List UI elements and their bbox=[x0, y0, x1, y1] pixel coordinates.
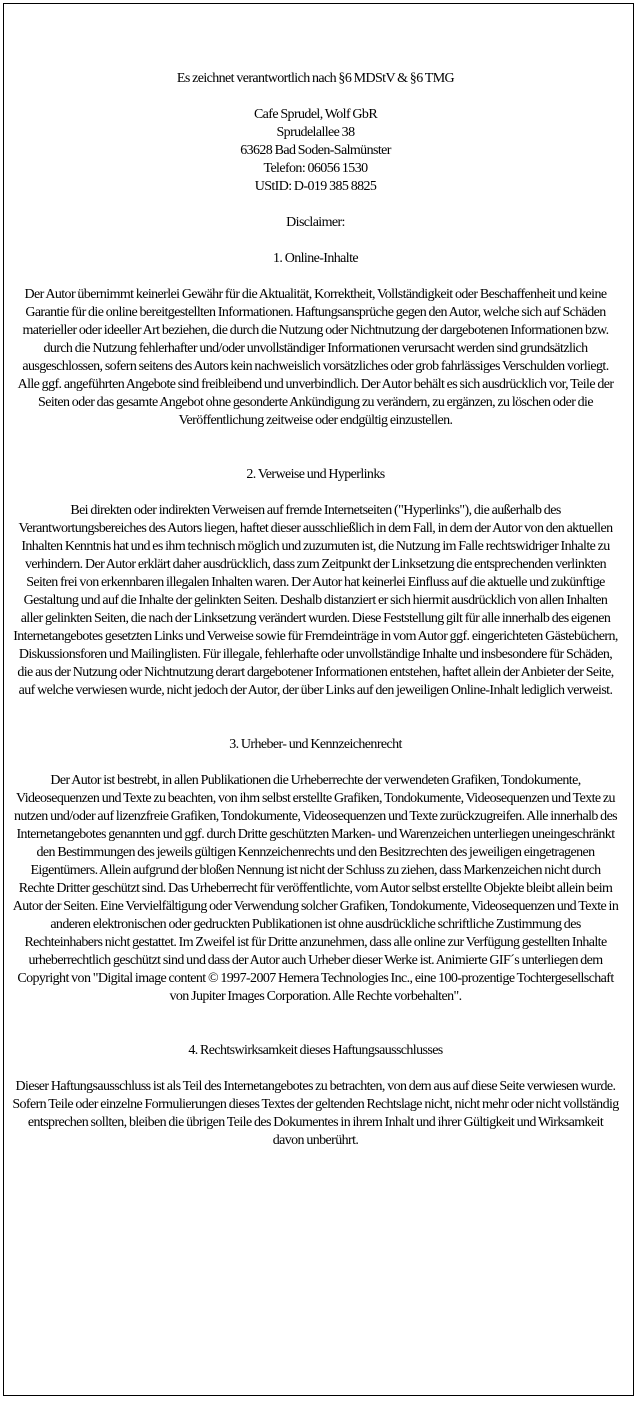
section-heading: 4. Rechtswirksamkeit dieses Haftungsausschlusses bbox=[188, 1043, 443, 1058]
section-body: Der Autor übernimmt keinerlei Gewähr für die Aktualität, Korrektheit, Vollständigkeit oder Beschaffenheit und keine Garantie für die online bereitgestellten Informationen. Haftungsansprüche gegen den Autor, welche sich auf Schäden materieller oder ideeller Art beziehen, die durch die Nutzung oder Nichtnutzung der dargebotenen Informationen bzw. durch die Nutzung fehlerhafter und/oder unvollständiger Informationen verursacht werden sind grundsätzlich ausgeschlossen, sofern seitens des Autors kein nachweislich vorsätzliches oder grob fahrlässiges Verschulden vorliegt. Alle ggf. angeführten Angebote sind freibleibend und unverbindlich. Der Autor behält es sich ausdrücklich vor, Teile der Seiten oder das gesamte Angebot ohne gesonderte Ankündigung zu verändern, zu ergänzen, zu löschen oder die Veröffentlichung zeitweise oder endgültig einzustellen. bbox=[17, 287, 614, 428]
responsibility-statement: Es zeichnet verantwortlich nach §6 MDStV & §6 TMG bbox=[176, 71, 455, 86]
section-legal-validity bbox=[12, 1042, 619, 1150]
section-heading: 2. Verweise und Hyperlinks bbox=[246, 467, 385, 482]
section-body: Der Autor ist bestrebt, in allen Publikationen die Urheberrechte der verwendeten Grafiken, Tondokumente, Videosequenzen und Texte zu beachten, von ihm selbst erstellte Grafiken, Tondokumente, Videosequenzen und Texte zu nutzen und/oder auf lizenzfreie Grafiken, Tondokumente, Videosequenzen und Texte zurückzugreifen. Alle innerhalb des Internetangebotes genannten und ggf. durch Dritte geschützten Marken- und Warenzeichen unterliegen uneingeschränkt den Bestimmungen des jeweils gültigen Kennzeichenrechts und den Besitzrechten des jeweiligen eingetragenen Eigentümers. Allein aufgrund der bloßen Nennung ist nicht der Schluss zu ziehen, dass Markenzeichen nicht durch Rechte Dritter geschützt sind. Das Urheberrecht für veröffentlichte, vom Autor selbst erstellte Objekte bleibt allein beim Autor der Seiten. Eine Vervielfältigung oder Verwendung solcher Grafiken, Tondokumente, Videosequenzen und Texte in anderen elektronischen oder gedruckten Publikationen ist ohne ausdrückliche schriftliche Zustimmung des Rechteinhabers nicht gestattet. Im Zweifel ist für Dritte anzunehmen, dass alle online zur Verfügung gestellten Inhalte urheberrechtlich geschützt sind und dass der Autor auch Urheber dieser Werke ist. Animierte GIF´s unterliegen dem Copyright von "Digital image content © 1997-2007 Hemera Technologies Inc., eine 100-prozentige Tochtergesellschaft von Jupiter Images Corporation. Alle Rechte vorbehalten". bbox=[12, 773, 619, 1004]
section-heading: 3. Urheber- und Kennzeichenrecht bbox=[229, 737, 402, 752]
disclaimer-label: Disclaimer: bbox=[286, 215, 345, 230]
address-block bbox=[12, 106, 619, 196]
impressum-document bbox=[12, 70, 619, 1150]
section-copyright bbox=[12, 736, 619, 1006]
section-body: Bei direkten oder indirekten Verweisen auf fremde Internetseiten ("Hyperlinks"), die außerhalb des Verantwortungsbereiches des Autors liegen, haftet dieser ausschließlich in dem Fall, in dem der Autor von den aktuellen Inhalten Kenntnis hat und es ihm technisch möglich und zuzumuten ist, die Nutzung im Falle rechtswidriger Inhalte zu verhindern. Der Autor erklärt daher ausdrücklich, dass zum Zeitpunkt der Linksetzung die entsprechenden verlinkten Seiten frei von erkennbaren illegalen Inhalten waren. Der Autor hat keinerlei Einfluss auf die aktuelle und zukünftige Gestaltung und auf die Inhalte der gelinkten Seiten. Deshalb distanziert er sich hiermit ausdrücklich von allen Inhalten aller gelinkten Seiten, die nach der Linksetzung verändert wurden. Diese Feststellung gilt für alle innerhalb des eigenen Internetangebotes gesetzten Links und Verweise sowie für Fremdeinträge in vom Autor ggf. eingerichteten Gästebüchern, Diskussionsforen und Mailinglisten. Für illegale, fehlerhafte oder unvollständige Inhalte und insbesondere für Schäden, die aus der Nutzung oder Nichtnutzung derart dargebotener Informationen entstehen, haftet allein der Anbieter der Seite, auf welche verwiesen wurde, nicht jedoch der Autor, der über Links auf den jeweiligen Online-Inhalt lediglich verweist. bbox=[13, 503, 618, 698]
company-name: Cafe Sprudel, Wolf GbR bbox=[253, 107, 378, 122]
section-online-content bbox=[12, 250, 619, 430]
section-body: Dieser Haftungsausschluss ist als Teil des Internetangebotes zu betrachten, von dem aus auf diese Seite verwiesen wurde. Sofern Teile oder einzelne Formulierungen dieses Textes der geltenden Rechtslage nicht, nicht mehr oder nicht vollständig entsprechen sollten, bleiben die übrigen Teile des Dokumentes in ihrem Inhalt und ihrer Gültigkeit und Wirksamkeit davon unberührt. bbox=[12, 1079, 619, 1148]
section-hyperlinks bbox=[12, 466, 619, 700]
city-address: 63628 Bad Soden-Salmünster bbox=[240, 143, 391, 158]
street-address: Sprudelallee 38 bbox=[276, 125, 355, 140]
vat-id: UStID: D-019 385 8825 bbox=[254, 179, 377, 194]
section-heading: 1. Online-Inhalte bbox=[273, 251, 358, 266]
phone-number: Telefon: 06056 1530 bbox=[263, 161, 368, 176]
